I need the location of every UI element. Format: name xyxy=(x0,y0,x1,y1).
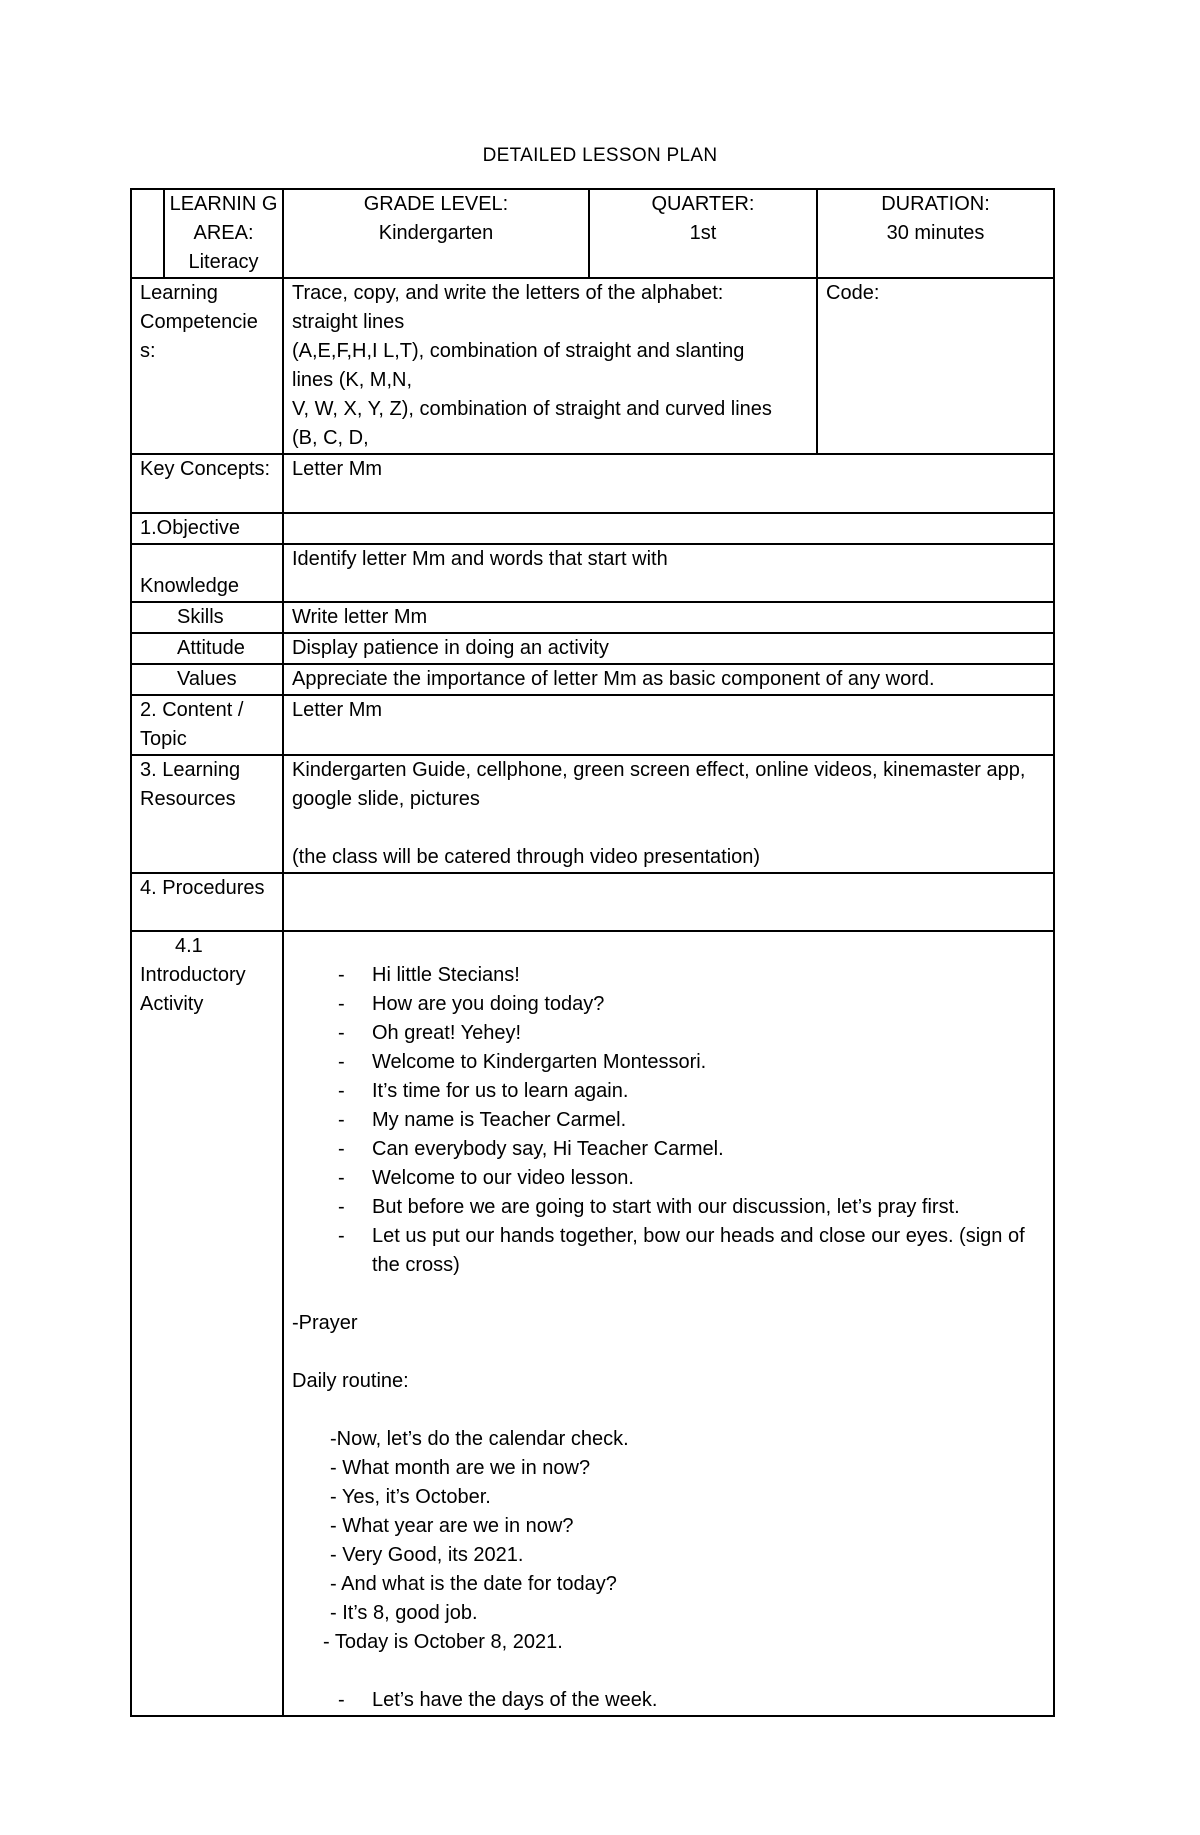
spacer xyxy=(292,1338,1045,1367)
competencies-text xyxy=(283,278,817,454)
list-item: - And what is the date for today? xyxy=(330,1573,617,1595)
key-concepts-label: Key Concepts: xyxy=(131,454,283,513)
procedures-label: 4. Procedures xyxy=(131,873,283,931)
list-item: - But before we are going to start with our discussion, let’s pray first. xyxy=(292,1193,1045,1222)
spacer xyxy=(292,814,1045,843)
code-cell: Code: xyxy=(817,278,1054,454)
content-label: 2. Content / Topic xyxy=(131,695,283,755)
competency-line: V, W, X, Y, Z), combination of straight and curved lines xyxy=(292,398,772,420)
resources-list: Kindergarten Guide, cellphone, green screen effect, online videos, kinemaster app, google slide, pictures xyxy=(292,759,1026,810)
list-item: - Very Good, its 2021. xyxy=(330,1544,524,1566)
competency-line: (A,E,F,H,I L,T), combination of straight and slanting xyxy=(292,340,745,362)
duration-value: 30 minutes xyxy=(886,222,985,244)
list-item: - Today is October 8, 2021. xyxy=(323,1631,563,1653)
knowledge-row xyxy=(131,544,1054,602)
list-item: - Let’s have the days of the week. xyxy=(292,1686,1045,1715)
list-item: - Yes, it’s October. xyxy=(330,1486,491,1508)
content-row xyxy=(131,695,1054,755)
spacer xyxy=(292,1280,1045,1309)
resources-value xyxy=(283,755,1054,873)
daily-routine-label: Daily routine: xyxy=(292,1370,409,1392)
list-item: - Let us put our hands together, bow our heads and close our eyes. (sign of the cross) xyxy=(292,1222,1045,1280)
intro-activity-label xyxy=(131,931,283,1716)
intro-activity-title: Introductory Activity xyxy=(140,964,246,1015)
knowledge-value: Identify letter Mm and words that start with xyxy=(283,544,1054,602)
routine-list xyxy=(292,1425,1045,1657)
objective-row xyxy=(131,513,1054,544)
knowledge-label: Knowledge xyxy=(131,544,283,602)
page-title: DETAILED LESSON PLAN xyxy=(482,145,718,166)
quarter-label: QUARTER: xyxy=(651,193,755,215)
attitude-row xyxy=(131,633,1054,664)
list-item: - My name is Teacher Carmel. xyxy=(292,1106,1045,1135)
competency-line: Trace, copy, and write the letters of the alphabet: xyxy=(292,282,724,304)
competencies-row xyxy=(131,278,1054,454)
list-item: - What month are we in now? xyxy=(330,1457,591,1479)
spacer xyxy=(292,1396,1045,1425)
list-item: - Oh great! Yehey! xyxy=(292,1019,1045,1048)
resources-label: 3. Learning Resources xyxy=(131,755,283,873)
attitude-value: Display patience in doing an activity xyxy=(283,633,1054,664)
values-label: Values xyxy=(131,664,283,695)
spacer xyxy=(292,932,1045,961)
list-item: - It’s 8, good job. xyxy=(330,1602,478,1624)
competency-line: lines (K, M,N, xyxy=(292,369,413,391)
list-item: - Hi little Stecians! xyxy=(292,961,1045,990)
list-item: - Welcome to Kindergarten Montessori. xyxy=(292,1048,1045,1077)
list-item: - How are you doing today? xyxy=(292,990,1045,1019)
learning-area-cell: LEARNIN G AREA: Literacy xyxy=(164,189,283,278)
closing-list xyxy=(292,1686,1045,1715)
procedures-row xyxy=(131,873,1054,931)
greeting-list xyxy=(292,961,1045,1280)
list-item: - Can everybody say, Hi Teacher Carmel. xyxy=(292,1135,1045,1164)
duration-label: DURATION: xyxy=(881,193,990,215)
grade-level-label: GRADE LEVEL: xyxy=(363,193,509,215)
values-row xyxy=(131,664,1054,695)
duration-cell xyxy=(817,189,1054,278)
list-item: - Welcome to our video lesson. xyxy=(292,1164,1045,1193)
header-row xyxy=(131,189,1054,278)
content-value: Letter Mm xyxy=(283,695,1054,755)
list-item: -Now, let’s do the calendar check. xyxy=(330,1428,629,1450)
list-item: - It’s time for us to learn again. xyxy=(292,1077,1045,1106)
list-item: - What year are we in now? xyxy=(330,1515,574,1537)
skills-label: Skills xyxy=(131,602,283,633)
values-value: Appreciate the importance of letter Mm as basic component of any word. xyxy=(283,664,1054,695)
prayer-text: -Prayer xyxy=(292,1312,358,1334)
grade-level-value: Kindergarten xyxy=(378,222,494,244)
intro-activity-row xyxy=(131,931,1054,1716)
procedures-value xyxy=(283,873,1054,931)
competencies-label: Learning Competencie s: xyxy=(131,278,283,454)
objective-value xyxy=(283,513,1054,544)
competency-line: (B, C, D, xyxy=(292,427,369,449)
resources-note: (the class will be catered through video presentation) xyxy=(292,846,761,868)
resources-row xyxy=(131,755,1054,873)
skills-value: Write letter Mm xyxy=(283,602,1054,633)
attitude-label: Attitude xyxy=(131,633,283,664)
blank-cell xyxy=(131,189,164,278)
intro-activity-content xyxy=(283,931,1054,1716)
grade-level-cell xyxy=(283,189,589,278)
spacer xyxy=(292,1657,1045,1686)
competency-line: straight lines xyxy=(292,311,405,333)
key-concepts-value: Letter Mm xyxy=(283,454,1054,513)
quarter-value: 1st xyxy=(689,222,717,244)
skills-row xyxy=(131,602,1054,633)
lesson-plan-table xyxy=(130,188,1055,1717)
objective-label: 1.Objective xyxy=(131,513,283,544)
key-concepts-row xyxy=(131,454,1054,513)
intro-activity-number: 4.1 xyxy=(175,935,203,957)
quarter-cell xyxy=(589,189,817,278)
